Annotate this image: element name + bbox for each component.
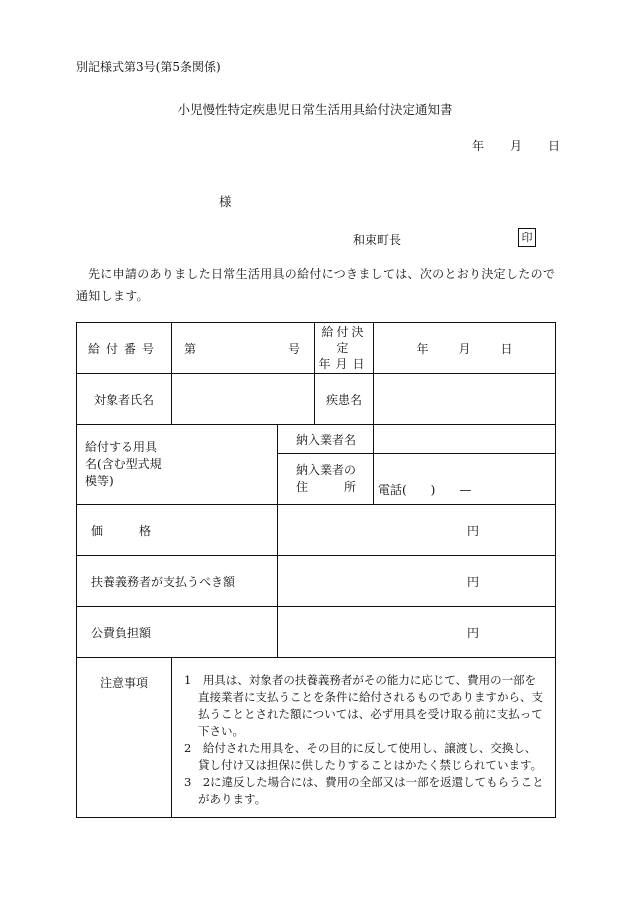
disease-label: 疾患名 (315, 374, 374, 425)
price-value[interactable] (278, 505, 556, 556)
decision-table (76, 322, 556, 818)
date-month: 月 (510, 139, 523, 153)
note-item-3: 3 2に違反した場合には、費用の全部又は一部を返還してもらうことがあります。 (184, 775, 544, 806)
supplier-name-value[interactable] (374, 425, 556, 454)
issuer-name: 和束町長 (353, 233, 402, 247)
price-yen: 円 (466, 523, 479, 538)
note-item-1: 1 用具は、対象者の扶養義務者がその能力に応じて、費用の一部を直接業者に支払うことを条件に給付されるものでありますから、支払うこととされた額については、必ず用具を受け取る前に支払って下さい。 (184, 673, 543, 738)
notes-cell (172, 658, 556, 818)
decision-month: 月 (458, 341, 471, 356)
supplier-address-value[interactable] (374, 454, 556, 505)
issue-date (472, 137, 560, 154)
equipment-label: 給付する用具名(含む型式規模等) (77, 425, 278, 505)
public-burden-label: 公費負担額 (77, 607, 278, 658)
grant-number-suffix: 号 (287, 341, 300, 356)
public-burden-value[interactable] (278, 607, 556, 658)
grant-number-cell (172, 323, 315, 374)
decision-date-label (315, 323, 374, 374)
disease-value[interactable] (374, 374, 556, 425)
form-label: 別記様式第3号(第5条関係) (76, 60, 221, 74)
decision-year: 年 (416, 341, 429, 356)
grant-number-label: 給付番号 (77, 323, 172, 374)
addressee-suffix: 様 (219, 194, 232, 209)
date-day: 日 (548, 139, 561, 153)
guardian-payment-yen: 円 (466, 574, 479, 589)
note-item-2: 2 給付された用具を、その目的に反して使用し、譲渡し、交換し、貸し付け又は担保に供したりすることはかたく禁じられています。 (184, 741, 543, 772)
subject-name-label: 対象者氏名 (77, 374, 172, 425)
decision-date-label-line1: 給付決定 (321, 325, 367, 355)
decision-day: 日 (500, 341, 513, 356)
grant-number-prefix: 第 (184, 341, 197, 356)
notes-label: 注意事項 (77, 658, 172, 818)
phone-label: 電話( ) — (378, 483, 472, 497)
intro-text: 先に申請のありました日常生活用具の給付につきましては、次のとおり決定したので通知します。 (76, 267, 556, 303)
price-label: 価 格 (77, 505, 278, 556)
guardian-payment-label: 扶養義務者が支払うべき額 (77, 556, 278, 607)
guardian-payment-value[interactable] (278, 556, 556, 607)
seal-mark: 印 (518, 228, 536, 247)
supplier-address-label-line2: 住 所 (296, 480, 357, 494)
supplier-address-label (278, 454, 374, 505)
date-year: 年 (472, 139, 485, 153)
document-title: 小児慢性特定疾患児日常生活用具給付決定通知書 (177, 102, 453, 117)
supplier-address-label-line1: 納入業者の (296, 463, 357, 477)
public-burden-yen: 円 (466, 625, 479, 640)
decision-date-label-line2: 年月日 (318, 357, 370, 371)
subject-name-value[interactable] (172, 374, 315, 425)
supplier-name-label: 納入業者名 (278, 425, 374, 454)
decision-date-value (374, 323, 556, 374)
